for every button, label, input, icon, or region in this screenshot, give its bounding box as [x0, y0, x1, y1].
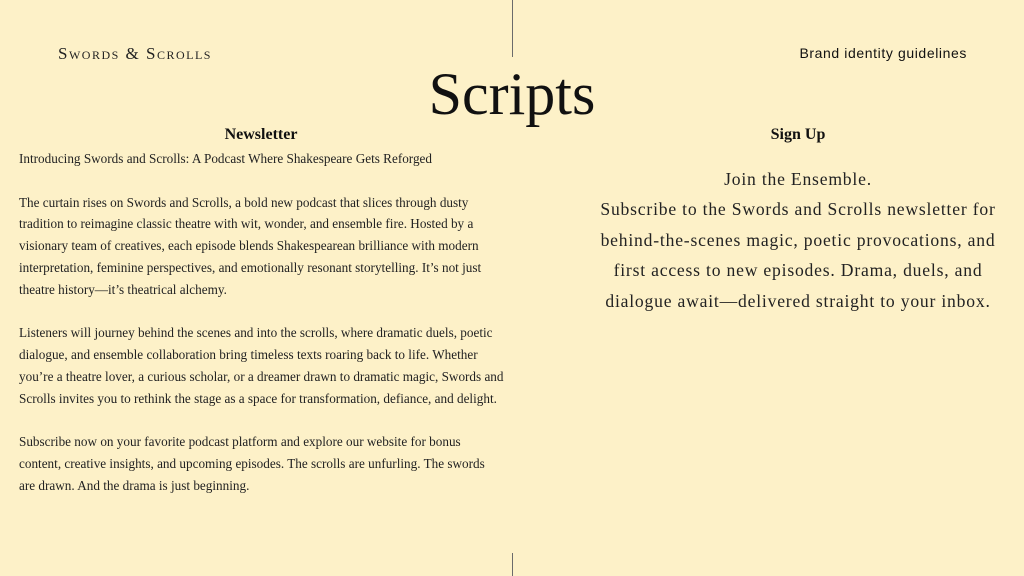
signup-heading: Sign Up [770, 126, 826, 143]
newsletter-paragraph: The curtain rises on Swords and Scrolls, a bold new podcast that slices through dusty tradition to reimagine classic theatre with wit, wonder, and ensemble fire. Hosted by a visionary team of creatives, each episode blends Shakespearean brilliance with modern interpretation, feminine perspectives, and emotionally resonant storytelling. It’s not just theatre history—it’s theatrical alchemy. [19, 194, 482, 297]
newsletter-paragraph: Listeners will journey behind the scenes and into the scrolls, where dramatic duels, poetic dialogue, and ensemble collaboration bring timeless texts roaring back to life. Whether you’re a theatre lover, a curious scholar, or a dreamer drawn to dramatic magic, Swords and Scrolls invites you to rethink the stage as a space for transformation, defiance, and delight. [19, 325, 504, 406]
signup-lead: Join the Ensemble. [724, 169, 872, 189]
newsletter-intro: Introducing Swords and Scrolls: A Podcast Where Shakespeare Gets Reforged [19, 151, 433, 166]
top-center-divider [512, 0, 513, 57]
bottom-center-divider [512, 553, 513, 576]
signup-body [600, 164, 996, 316]
brand-name: Swords & Scrolls [58, 44, 212, 63]
signup-text: Subscribe to the Swords and Scrolls newsletter for behind-the-scenes magic, poetic provocations, and first access to new episodes. Drama, duels, and dialogue await—delivered straight to your inbox. [600, 199, 996, 311]
newsletter-body [19, 148, 504, 519]
newsletter-heading: Newsletter [224, 126, 298, 143]
guidelines-label: Brand identity guidelines [799, 45, 967, 61]
newsletter-paragraph: Subscribe now on your favorite podcast platform and explore our website for bonus content, creative insights, and upcoming episodes. The scrolls are unfurling. The swords are drawn. And the drama is just beginning. [19, 434, 485, 493]
page-title: Scripts [428, 61, 596, 127]
